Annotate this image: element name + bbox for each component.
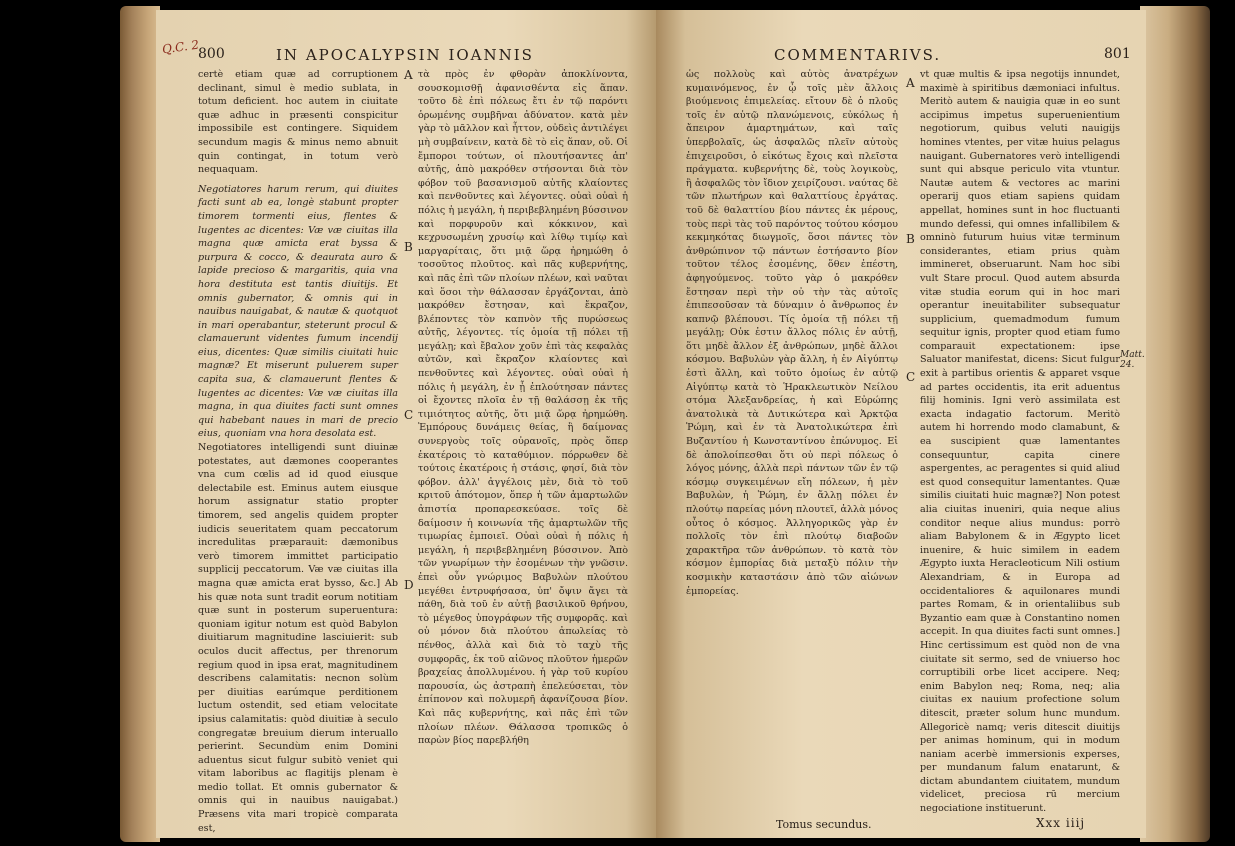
- right-folio-number: 801: [1104, 46, 1131, 62]
- volume-catchword: Tomus secundus.: [776, 818, 872, 831]
- latin-paragraph-scripture: Negotiatores harum rerum, qui diuites facti sunt ab ea, longè stabunt propter timorem tormenti eius, flentes & lugentes ac dicentes: Væ væ ciuitas illa magna quæ amicta erat byssa & purpura & cocco, & deaurata auro & lapide precioso & margaritis, quia vna hora destituta est tantis diuitijs. Et omnis gubernator, & omnis qui in nauibus nauigabat, & nautæ & quotquot in mari operabantur, steterunt procul & clamauerunt videntes fumum incendij eius, dicentes: Quæ similis ciuitati huic magnæ? Et miserunt puluerem super capita sua, & clamauerunt flentes & lugentes ac dicentes: Væ væ ciuitas illa magna, in qua diuites facti sunt omnes qui habebant naues in mari de precio eius, quoniam vna hora desolata est.: [198, 183, 398, 440]
- right-page: [656, 10, 1146, 838]
- section-marker-d: D: [404, 578, 414, 592]
- open-book: [120, 6, 1210, 842]
- latin-column-right: [920, 68, 1120, 828]
- right-page-block-edge: [1140, 6, 1210, 842]
- latin-paragraph: Negotiatores intelligendi sunt diuinæ potestates, aut dæmones cooperantes vna cum cœlis ad id quod eiusque delectabile est. Eminus autem eiusque horum assignatur statio propter timorem, sed angelis quidem propter iudicis seueritatem quam peccatorum incredulitas præparauit: dæmonibus verò timorem immittet participatio supplicij peccatorum. Væ væ ciuitas illa magna quæ amicta erat bysso, &c.] Ab his quæ nota sunt tradit eorum notitiam quæ sunt in posterum superuentura: quoniam igitur notum est quòd Babylon diuitiarum magnitudine lasciuierit: sub oculos ducit affectus, per threnorum regium quod in ipsa erat, magnitudinem describens calamitatis: necnon solùm per diuitias earúmque perditionem luctum ostendit, sed etiam velocitate ipsius calamitatis: quòd diuitiæ à seculo congregatæ breuium dierum interuallo perierint. Secundùm enim Domini aduentus sicut fulgur subitò veniet qui vitam laboribus ac flagitijs plenam è medio tollat. Et omnis gubernator & omnis qui in nauibus nauigabat.) Præsens vita mari tropicè comparata est,: [198, 442, 398, 834]
- section-marker-c: C: [906, 370, 916, 384]
- greek-text: τὰ πρὸς ἐν φθορὰν ἀποκλίνοντα, σουσκομισθῇ ἀφανισθέντα εἰς ἅπαν. τοῦτο δὲ ἐπὶ πόλεως ἔτι ἐν τῷ παρόντι ὁρωμένης συμβῆναι ἀδύνατον. κατὰ μὲν γὰρ τὸ μᾶλλον καὶ ἧττον, οὐδεὶς ἀντιλέγει μὴ συμβαίνειν, κατὰ δὲ τὸ εἰς ἅπαν, οὔ. Οἱ ἔμποροι τούτων, οἱ πλουτήσαντες ἀπ' αὐτῆς, ἀπὸ μακρόθεν στήσονται διὰ τὸν φόβον τοῦ βασανισμοῦ αὐτῆς κλαίοντες καὶ πενθοῦντες καὶ λέγοντες. οὐαὶ οὐαὶ ἡ πόλις ἡ μεγάλη, ἡ περιβεβλημένη βύσσινον καὶ πορφυροῦν καὶ κόκκινον, καὶ κεχρυσωμένη χρυσίῳ καὶ λίθῳ τιμίῳ καὶ μαργαρίταις, ὅτι μιᾷ ὥρᾳ ἠρημώθη ὁ τοσοῦτος πλοῦτος. καὶ πᾶς κυβερνήτης, καὶ πᾶς ἐπὶ τῶν πλοίων πλέων, καὶ ναῦται καὶ ὅσοι τὴν θάλασσαν ἐργάζονται, ἀπὸ μακρόθεν ἔστησαν, καὶ ἔκραζον, βλέποντες τὸν καπνὸν τῆς πυρώσεως αὐτῆς, λέγοντες. τίς ὁμοία τῇ πόλει τῇ μεγάλῃ; καὶ ἔβαλον χοῦν ἐπὶ τὰς κεφαλὰς αὐτῶν, καὶ ἔκραζον κλαίοντες καὶ πενθοῦντες καὶ λέγοντες. οὐαὶ οὐαὶ ἡ πόλις ἡ μεγάλη, ἐν ᾗ ἐπλούτησαν πάντες οἱ ἔχοντες πλοῖα ἐν τῇ θαλάσσῃ ἐκ τῆς τιμιότητος αὐτῆς, ὅτι μιᾷ ὥρᾳ ἠρημώθη. Ἐμπόρους δυνάμεις θείας, ἢ δαίμονας συνεργοὺς τοῖς οὐρανοῖς, πρὸς ὅπερ ἐκατέροις τὸ καταθύμιον. πόρρωθεν δὲ τούτοις ἑκατέροις ἡ στάσις, φησί, διὰ τὸν φόβον. ἀλλ' ἀγγέλοις μὲν, διὰ τὸ τοῦ κριτοῦ ἀπότομον, ὅπερ ἡ τῶν ἁμαρτωλῶν ἀπιστία προπαρεσκεύασε. τοῖς δὲ δαίμοσιν ἡ κοινωνία τῆς ἀμαρτωλῶν τῆς τιμωρίας ἐμποιεῖ. Οὐαὶ οὐαὶ ἡ πόλις ἡ μεγάλη, ἡ περιβεβλημένη βύσσινον. Ἀπὸ τῶν γνωρίμων τὴν ἐσομένων τὴν γνῶσιν. ἐπεὶ οὖν γνώριμος Βαβυλὼν πλούτου μεγέθει ἐντρυφήσασα, ὑπ' ὄψιν ἄγει τὰ πάθη, διὰ τοῦ ἐν αὐτῇ βασιλικοῦ θρήνου, τὸ μέγεθος ὑπογράφων τῆς συμφορᾶς. καὶ οὐ μόνον διὰ πλούτου ἀπωλείας τὸ πένθος, ἀλλὰ καὶ διὰ τὸ ταχὺ τῆς συμφορᾶς, ἐκ τοῦ αἰῶνος πλοῦτον ἡμερῶν βραχείας ἀπολλυμένου. ἡ γὰρ τοῦ κυρίου παρουσία, ὡς ἀστραπὴ ἐπελεύσεται, τὸν ἐπίπονον καὶ πολυμερῆ ἀφανίζουσα βίον. Καὶ πᾶς κυβερνήτης, καὶ πᾶς ἐπὶ τῶν πλοίων πλέων. Θάλασσα τροπικῶς ὁ παρὼν βίος παρεβλήθη: [418, 69, 628, 747]
- right-running-head: COMMENTARIVS.: [774, 46, 942, 64]
- greek-text: ὡς πολλοὺς καὶ αὐτὸς ἀνατρέχων κυμαινόμενος, ἐν ᾧ τοῖς μὲν ἄλλοις βιούμενοις ἐπιμελείας. εἴτουν δὲ ὁ πλοῦς τοῖς ἐν αὐτῷ πλανώμενοις, εὐκόλως ἡ ἄπειρον ἁμαρτημάτων, καὶ ταῖς ὑπερβολαῖς, ὡς ἀσφαλῶς πλεῖν αὐτοὺς ἐπιχειροῦσι, ὁ εἰκότως ἔχοις καὶ πλεῖστα πράγματα. κυβερνήτης δὲ, τοὺς λογικοὺς, ἢ ἀσφαλῶς τὸν ἴδιον χειρίζουσι. ναύτας δὲ τῶν πλωτήρων καὶ θαλαττίους ἐργάτας. τοῦ δὲ θαλαττίου βίου πάντες ἐκ μέρους, τοὺς περὶ τὰς τοῦ παρόντος τούτου κόσμου κεκμηκότας διωγμοῖς, ὅσοι πάντες τὸν ἀνθρώπινον τῷ πάντων ἐστήσαντο βίον τοῦτον τέλος ἐσομένης, ὅθεν ἐπέστη, ἀφηγούμενος. τοῦτο γὰρ ὁ μακρόθεν ἔστησαν περὶ τὴν οὐ τὴν τὰς αὐτοῖς ἐπιπεσοῦσαν τὰ δύναμιν ὁ ἄνθρωπος ἐν καπνῷ βλέπουσι. Τίς ὁμοία τῇ πόλει τῇ μεγάλῃ; Οὐκ ἐστιν ἄλλος πόλις ἐν αὐτῇ, ὅτι μηδὲ ἄλλον ἐξ ἀνθρώπων, μηδὲ ἄλλοι κόσμου. Βαβυλὼν γὰρ ἄλλη, ἡ ἐν Αἰγύπτῳ ἐστὶ ἄλλη, καὶ τοῦτο ὁμοίως ἐν αὐτῷ Αἰγύπτῳ κατὰ τὸ Ἡρακλεωτικὸν Νείλου στόμα Ἀλεξανδρείας, ἡ καὶ Εὐρώπης ἀνατολικὰ τὰ Δυτικώτερα καὶ Ἀρκτῷα Ῥώμη, καὶ ἐν τὰ Ἀνατολικώτερα ἐπὶ Βυζαντίου ἡ Κωνσταντίνου ἐπώνυμος. Εἰ δὲ ἀπολοίπεσθαι ὅτι οὐ περὶ πόλεως ὁ λόγος μόνης, ἀλλὰ περὶ πάντων τῶν ἐν τῷ κόσμῳ συγκειμένων εἴη πόλεων, ἡ μὲν Βαβυλὼν, ἡ Ῥώμη, ἐν ἄλλῃ πόλει ἐν πλούτῳ παρείας μόνη πλουτεῖ, ἀλλὰ μόνος οὗτος ὁ κόσμος. Ἀλληγορικῶς γὰρ ἐν πολλοῖς τὸν ἐπὶ πλούτῳ διαβοῶν χαρακτῆρα τῶν ἀνθρώπων. τὸ κατὰ τὸν κόσμον ἐμπορίας διὰ μεταξὺ πόλιν τὴν κοσμικὴν καταστάσιν ἀπὸ τῶν αἰώνων ἐμπορείας.: [686, 69, 898, 597]
- greek-column-left: [418, 68, 628, 828]
- section-marker-a: A: [404, 68, 413, 82]
- section-marker-c: C: [404, 408, 414, 422]
- left-page: [156, 10, 656, 838]
- left-running-head: IN APOCALYPSIN IOANNIS: [276, 46, 534, 64]
- latin-paragraph: certè etiam quæ ad corruptionem declinant, simul è medio sublata, in totum deficient. hoc autem in ciuitate quæ adhuc in præsenti conspicitur impossibile est contingere. Siquidem secundum magis & minus nemo abnuit quin contingat, in totum verò nequaquam.: [198, 69, 398, 176]
- margin-reference: Matt. 24.: [1120, 350, 1145, 370]
- section-marker-b: B: [404, 240, 413, 254]
- manuscript-inscription: Q.C. 2: [161, 37, 200, 57]
- section-marker-a: A: [906, 76, 915, 90]
- latin-paragraph: vt quæ multis & ipsa negotijs innundet, maximè à spiritibus dæmoniaci infultus. Meritò autem & nauigia quæ in eo sunt accipimus impetus superuenientium negotiorum, quibus veluti nauigijs homines vtentes, per vitæ huius pelagus nauigant. Gubernatores verò intelligendi sunt qui absque periculo vita vtuntur. Nautæ autem & vectores ac marini operarij quos etiam sapiens quidam appellat, homines sunt in hoc fluctuanti mundo defessi, qui omnes infallibilem & omninò futurum huius vitæ terminum considerantes, etiam prius quàm immineret, obseruarunt. Nam hoc sibi vult Stare procul. Quod autem absurda vitæ studia eorum qui in hoc mari operantur ineuitabiliter subsequatur supplicium, quemadmodum fumum sequitur ignis, propter quod etiam fumo comparauit expectationem: ipse Saluator manifestat, dicens: Sicut fulgur exit à partibus orientis & apparet vsque ad partes occidentis, ita erit aduentus filij hominis. Igni verò assimilata est exacta indagatio factorum. Meritò autem hi horrendo modo clamabunt, & ea suscipient quæ lamentantes consequuntur, capita cinere aspergentes, ac peragentes si quid aliud est quod consequitur lamentantes. Quæ similis ciuitati huic magnæ?] Non potest alia ciuitas inueniri, quia neque alius conditor neque alius mundus: porrò aliam Babylonem & in Ægypto licet inuenire, & huic similem in eadem Ægypto iuxta Heracleoticum Nili ostium Alexandriam, & in Europa ad occidentaliores & aquilonares mundi partes Romam, & in orientaliibus sub Byzantio eam quæ à Constantino nomen accepit. In qua diuites facti sunt omnes.] Hinc certissimum est quòd non de vna ciuitate sit sermo, sed de vniuerso hoc corruptibili orbe licet accipere. Neq; enim Babylon neq; Roma, neq; alia ciuitas ex nauium profectione solum ditescit, præter solum hunc mundum. Allegoricè namq; veris ditescit diuitijs per animas hominum, qui in modum naniam acerbè immersionis experses, per mundanum falum enatarunt, & dictam abundantem ciuitatem, mundum videlicet, preciosa rū mercium negociatione instituerunt.: [920, 69, 1120, 815]
- latin-column-left: [198, 68, 398, 834]
- signature-mark: Xxx iiij: [1036, 816, 1086, 830]
- section-marker-b: B: [906, 232, 915, 246]
- left-page-block-edge: [120, 6, 160, 842]
- greek-column-right: [686, 68, 898, 808]
- left-folio-number: 800: [198, 46, 225, 62]
